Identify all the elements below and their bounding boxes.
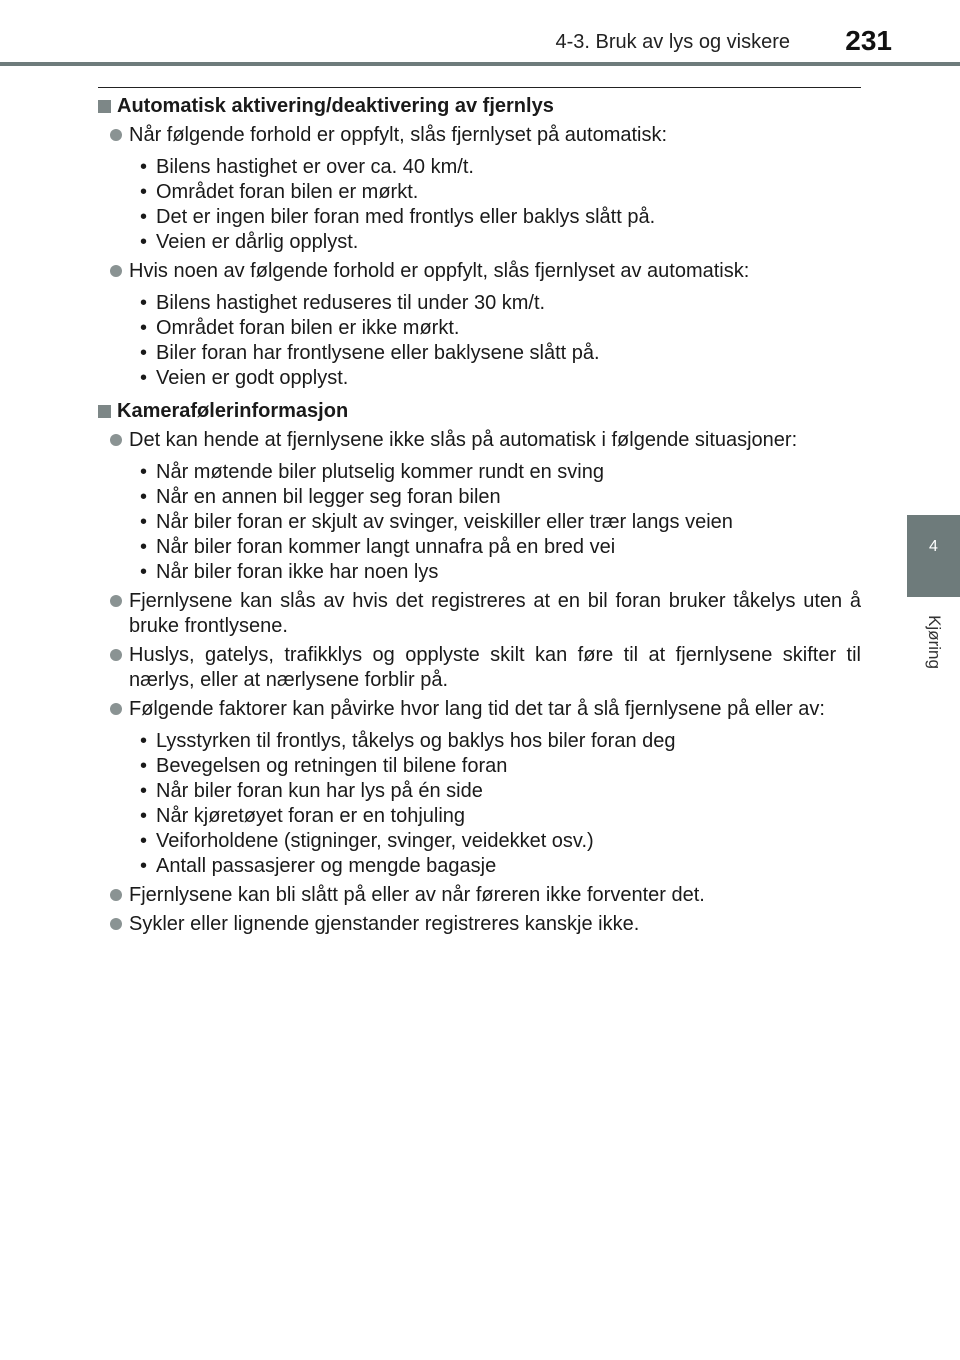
list-item-text: Fjernlysene kan slås av hvis det registreres at en bil foran bruker tåkelys uten å bruke frontlysene. xyxy=(129,590,861,637)
bullet-item: • Området foran bilen er ikke mørkt. xyxy=(140,316,861,341)
list-item xyxy=(110,697,861,722)
bullet-item: • Når en annen bil legger seg foran bilen xyxy=(140,485,861,510)
list-item-text: Følgende faktorer kan påvirke hvor lang tid det tar å slå fjernlysene på eller av: xyxy=(129,698,825,720)
bullet-item: • Bilens hastighet reduseres til under 30 km/t. xyxy=(140,291,861,316)
circle-bullet-icon xyxy=(110,265,122,277)
section xyxy=(98,94,861,391)
bullet-item: • Når biler foran ikke har noen lys xyxy=(140,560,861,585)
bullet-item: • Veien er godt opplyst. xyxy=(140,366,861,391)
list-item xyxy=(110,912,861,937)
side-tab xyxy=(907,515,960,597)
circle-bullet-icon xyxy=(110,649,122,661)
section-heading-text: Automatisk aktivering/deaktivering av fjernlys xyxy=(117,95,554,117)
bullet-list xyxy=(140,729,861,879)
top-rule xyxy=(98,87,861,88)
circle-bullet-icon xyxy=(110,129,122,141)
section-heading xyxy=(98,399,861,424)
section xyxy=(98,399,861,937)
square-bullet-icon xyxy=(98,100,111,113)
header-title: 4-3. Bruk av lys og viskere xyxy=(555,31,790,53)
list-item xyxy=(110,589,861,639)
list-item xyxy=(110,259,861,284)
bullet-item: • Biler foran har frontlysene eller baklysene slått på. xyxy=(140,341,861,366)
bullet-item: • Veien er dårlig opplyst. xyxy=(140,230,861,255)
bullet-list xyxy=(140,460,861,585)
bullet-item: • Antall passasjerer og mengde bagasje xyxy=(140,854,861,879)
square-bullet-icon xyxy=(98,405,111,418)
list-item-text: Hvis noen av følgende forhold er oppfylt, slås fjernlyset av automatisk: xyxy=(129,260,750,282)
bullet-item: • Når kjøretøyet foran er en tohjuling xyxy=(140,804,861,829)
circle-bullet-icon xyxy=(110,918,122,930)
section-heading-text: Kamerafølerinformasjon xyxy=(117,400,349,422)
circle-bullet-icon xyxy=(110,434,122,446)
bullet-item: • Veiforholdene (stigninger, svinger, veidekket osv.) xyxy=(140,829,861,854)
list-item-text: Fjernlysene kan bli slått på eller av når føreren ikke forventer det. xyxy=(129,884,705,906)
page-number: 231 xyxy=(845,25,892,56)
list-item-text: Sykler eller lignende gjenstander registreres kanskje ikke. xyxy=(129,913,640,935)
bullet-item: • Det er ingen biler foran med frontlys eller baklys slått på. xyxy=(140,205,861,230)
list-item xyxy=(110,428,861,453)
list-item-text: Det kan hende at fjernlysene ikke slås på automatisk i følgende situasjoner: xyxy=(129,429,798,451)
bullet-list xyxy=(140,155,861,255)
section-heading xyxy=(98,94,861,119)
list-item xyxy=(110,643,861,693)
bullet-item: • Når møtende biler plutselig kommer rundt en sving xyxy=(140,460,861,485)
bullet-item: • Når biler foran kun har lys på én side xyxy=(140,779,861,804)
circle-bullet-icon xyxy=(110,703,122,715)
page-content xyxy=(98,94,861,945)
header-rule xyxy=(0,62,960,66)
list-item xyxy=(110,123,861,148)
bullet-list xyxy=(140,291,861,391)
list-item-text: Når følgende forhold er oppfylt, slås fjernlyset på automatisk: xyxy=(129,124,668,146)
list-item-text: Huslys, gatelys, trafikklys og opplyste skilt kan føre til at fjernlysene skifter til nærlys, eller at nærlysene forblir på. xyxy=(129,644,861,691)
bullet-item: • Bevegelsen og retningen til bilene foran xyxy=(140,754,861,779)
side-tab-label: Kjøring xyxy=(925,615,944,669)
bullet-item: • Området foran bilen er mørkt. xyxy=(140,180,861,205)
circle-bullet-icon xyxy=(110,595,122,607)
bullet-item: • Når biler foran er skjult av svinger, veiskiller eller trær langs veien xyxy=(140,510,861,535)
side-tab-number: 4 xyxy=(929,538,938,555)
bullet-item: • Når biler foran kommer langt unnafra på en bred vei xyxy=(140,535,861,560)
bullet-item: • Lysstyrken til frontlys, tåkelys og baklys hos biler foran deg xyxy=(140,729,861,754)
bullet-item: • Bilens hastighet er over ca. 40 km/t. xyxy=(140,155,861,180)
list-item xyxy=(110,883,861,908)
circle-bullet-icon xyxy=(110,889,122,901)
